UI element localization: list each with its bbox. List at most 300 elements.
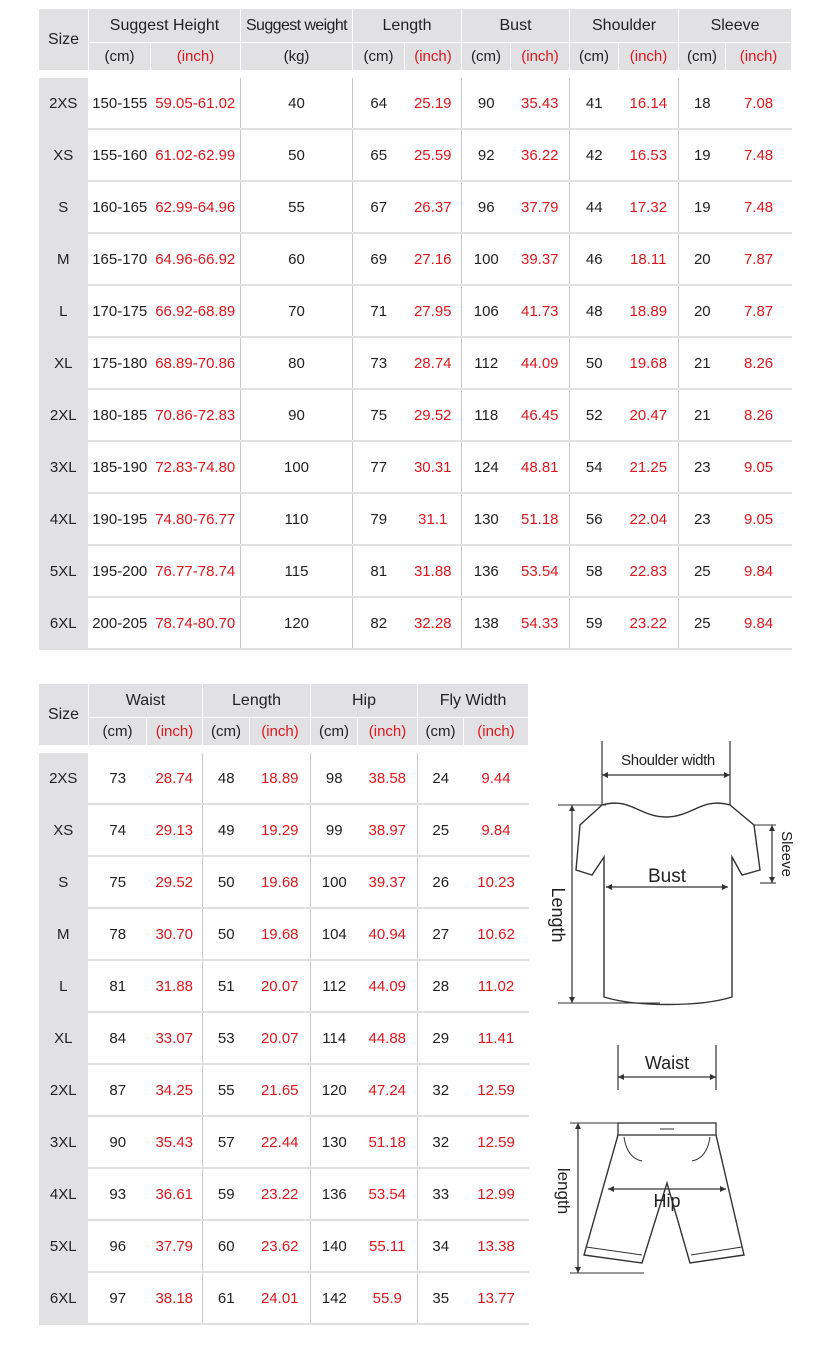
- shorts-length-label: length: [554, 1167, 573, 1215]
- shirt-length-label: Length: [548, 887, 568, 943]
- length-in-cell: 21.65: [250, 1064, 311, 1116]
- sleeve-cm-cell: 21: [679, 389, 726, 441]
- fly-cm-cell: 28: [418, 960, 464, 1012]
- table-row: [39, 389, 792, 441]
- hip-in-cell: 44.88: [358, 1012, 418, 1064]
- unit-cm: (cm): [203, 718, 250, 746]
- shoulder-in-cell: 18.11: [619, 233, 679, 285]
- fly-in-cell: 11.41: [464, 1012, 529, 1064]
- size-cell: 2XL: [39, 1064, 89, 1116]
- weight-cell: 40: [241, 78, 353, 129]
- unit-cm: (cm): [89, 718, 147, 746]
- length-in-cell: 22.44: [250, 1116, 311, 1168]
- size-cell: 4XL: [39, 1168, 89, 1220]
- height-cm-cell: 170-175: [89, 285, 151, 337]
- fly-cm-cell: 27: [418, 908, 464, 960]
- length-in-cell: 28.74: [405, 337, 462, 389]
- sleeve-in-cell: 9.84: [726, 597, 792, 649]
- height-cm-cell: 185-190: [89, 441, 151, 493]
- length-cm-cell: 77: [353, 441, 405, 493]
- waist-cm-cell: 78: [89, 908, 147, 960]
- sleeve-in-cell: 7.08: [726, 78, 792, 129]
- size-cell: 5XL: [39, 545, 89, 597]
- table-row: [39, 753, 529, 804]
- sleeve-in-cell: 7.48: [726, 181, 792, 233]
- shoulder-header: Shoulder: [570, 9, 679, 43]
- fly-in-cell: 10.62: [464, 908, 529, 960]
- weight-cell: 70: [241, 285, 353, 337]
- shoulder-cm-cell: 54: [570, 441, 619, 493]
- table-row: [39, 337, 792, 389]
- bust-in-cell: 35.43: [511, 78, 570, 129]
- table-row: [39, 856, 529, 908]
- unit-cm: (cm): [311, 718, 358, 746]
- height-cm-cell: 190-195: [89, 493, 151, 545]
- table-row: [39, 1012, 529, 1064]
- length-in-cell: 30.31: [405, 441, 462, 493]
- length-in-cell: 19.29: [250, 804, 311, 856]
- size-cell: L: [39, 285, 89, 337]
- size-cell: XL: [39, 337, 89, 389]
- length-in-cell: 26.37: [405, 181, 462, 233]
- height-in-cell: 78.74-80.70: [151, 597, 241, 649]
- waist-in-cell: 33.07: [147, 1012, 203, 1064]
- table-row: [39, 285, 792, 337]
- fly-in-cell: 10.23: [464, 856, 529, 908]
- length-header: Length: [203, 684, 311, 718]
- weight-cell: 100: [241, 441, 353, 493]
- length-cm-cell: 65: [353, 129, 405, 181]
- bottom-unit-row: [39, 718, 529, 746]
- shoulder-in-cell: 17.32: [619, 181, 679, 233]
- length-in-cell: 29.52: [405, 389, 462, 441]
- length-in-cell: 23.22: [250, 1168, 311, 1220]
- hip-cm-cell: 114: [311, 1012, 358, 1064]
- weight-cell: 120: [241, 597, 353, 649]
- length-cm-cell: 69: [353, 233, 405, 285]
- bust-cm-cell: 124: [462, 441, 511, 493]
- height-cm-cell: 195-200: [89, 545, 151, 597]
- waist-cm-cell: 75: [89, 856, 147, 908]
- table-row: [39, 129, 792, 181]
- height-cm-cell: 200-205: [89, 597, 151, 649]
- size-cell: 5XL: [39, 1220, 89, 1272]
- fly-cm-cell: 32: [418, 1116, 464, 1168]
- bust-in-cell: 39.37: [511, 233, 570, 285]
- table-row: [39, 1272, 529, 1324]
- sleeve-in-cell: 8.26: [726, 337, 792, 389]
- unit-kg: (kg): [241, 43, 353, 71]
- weight-cell: 55: [241, 181, 353, 233]
- tshirt-outline: [576, 803, 760, 1004]
- hip-in-cell: 38.97: [358, 804, 418, 856]
- hip-in-cell: 39.37: [358, 856, 418, 908]
- waist-cm-cell: 87: [89, 1064, 147, 1116]
- length-cm-cell: 49: [203, 804, 250, 856]
- length-cm-cell: 71: [353, 285, 405, 337]
- length-in-cell: 27.16: [405, 233, 462, 285]
- hip-cm-cell: 104: [311, 908, 358, 960]
- unit-cm: (cm): [679, 43, 726, 71]
- unit-inch: (inch): [358, 718, 418, 746]
- bust-cm-cell: 106: [462, 285, 511, 337]
- table-row: [39, 1064, 529, 1116]
- top-unit-row: [39, 43, 792, 71]
- shoulder-in-cell: 23.22: [619, 597, 679, 649]
- shoulder-in-cell: 22.04: [619, 493, 679, 545]
- waist-cm-cell: 73: [89, 753, 147, 804]
- fly-width-header: Fly Width: [418, 684, 529, 718]
- length-in-cell: 18.89: [250, 753, 311, 804]
- hip-in-cell: 51.18: [358, 1116, 418, 1168]
- sleeve-in-cell: 7.87: [726, 233, 792, 285]
- size-cell: 2XS: [39, 753, 89, 804]
- waist-cm-cell: 90: [89, 1116, 147, 1168]
- bust-in-cell: 37.79: [511, 181, 570, 233]
- table-row: [39, 78, 792, 129]
- sleeve-cm-cell: 20: [679, 285, 726, 337]
- bust-in-cell: 36.22: [511, 129, 570, 181]
- weight-cell: 60: [241, 233, 353, 285]
- hip-cm-cell: 100: [311, 856, 358, 908]
- fly-cm-cell: 34: [418, 1220, 464, 1272]
- bottom-header-row: [39, 684, 529, 718]
- size-cell: M: [39, 908, 89, 960]
- length-cm-cell: 55: [203, 1064, 250, 1116]
- top-size-table: [38, 9, 792, 650]
- waist-in-cell: 34.25: [147, 1064, 203, 1116]
- hip-in-cell: 55.11: [358, 1220, 418, 1272]
- bust-in-cell: 44.09: [511, 337, 570, 389]
- waist-in-cell: 37.79: [147, 1220, 203, 1272]
- length-in-cell: 27.95: [405, 285, 462, 337]
- bust-in-cell: 41.73: [511, 285, 570, 337]
- bust-in-cell: 51.18: [511, 493, 570, 545]
- weight-cell: 80: [241, 337, 353, 389]
- sleeve-label: Sleeve: [778, 831, 795, 877]
- size-header: Size: [39, 9, 89, 70]
- hip-cm-cell: 98: [311, 753, 358, 804]
- bust-cm-cell: 112: [462, 337, 511, 389]
- length-in-cell: 32.28: [405, 597, 462, 649]
- sleeve-cm-cell: 20: [679, 233, 726, 285]
- bust-cm-cell: 90: [462, 78, 511, 129]
- length-cm-cell: 67: [353, 181, 405, 233]
- unit-cm: (cm): [418, 718, 464, 746]
- length-header: Length: [353, 9, 462, 43]
- size-cell: 3XL: [39, 1116, 89, 1168]
- sleeve-cm-cell: 23: [679, 493, 726, 545]
- bust-in-cell: 53.54: [511, 545, 570, 597]
- bust-cm-cell: 96: [462, 181, 511, 233]
- sleeve-cm-cell: 25: [679, 597, 726, 649]
- bottom-size-table: [38, 684, 529, 1325]
- fly-in-cell: 9.44: [464, 753, 529, 804]
- sleeve-header: Sleeve: [679, 9, 792, 43]
- waist-cm-cell: 84: [89, 1012, 147, 1064]
- size-cell: 4XL: [39, 493, 89, 545]
- fly-cm-cell: 32: [418, 1064, 464, 1116]
- hip-header: Hip: [311, 684, 418, 718]
- waist-cm-cell: 96: [89, 1220, 147, 1272]
- bust-in-cell: 54.33: [511, 597, 570, 649]
- fly-in-cell: 12.59: [464, 1064, 529, 1116]
- shoulder-cm-cell: 58: [570, 545, 619, 597]
- table-row: [39, 545, 792, 597]
- hip-cm-cell: 136: [311, 1168, 358, 1220]
- suggest-weight-header: Suggest weight: [241, 9, 353, 43]
- top-header-row: [39, 9, 792, 43]
- waist-cm-cell: 93: [89, 1168, 147, 1220]
- fly-cm-cell: 24: [418, 753, 464, 804]
- shoulder-cm-cell: 52: [570, 389, 619, 441]
- sleeve-cm-cell: 23: [679, 441, 726, 493]
- size-cell: M: [39, 233, 89, 285]
- unit-inch: (inch): [464, 718, 529, 746]
- shoulder-cm-cell: 42: [570, 129, 619, 181]
- weight-cell: 90: [241, 389, 353, 441]
- unit-inch: (inch): [511, 43, 570, 71]
- hip-cm-cell: 130: [311, 1116, 358, 1168]
- unit-inch: (inch): [405, 43, 462, 71]
- shoulder-width-label: Shoulder width: [621, 752, 715, 769]
- shoulder-cm-cell: 44: [570, 181, 619, 233]
- waist-in-cell: 29.13: [147, 804, 203, 856]
- waist-cm-cell: 74: [89, 804, 147, 856]
- fly-in-cell: 13.77: [464, 1272, 529, 1324]
- shoulder-in-cell: 19.68: [619, 337, 679, 389]
- bust-cm-cell: 92: [462, 129, 511, 181]
- unit-inch: (inch): [250, 718, 311, 746]
- waist-in-cell: 28.74: [147, 753, 203, 804]
- shoulder-cm-cell: 48: [570, 285, 619, 337]
- fly-cm-cell: 35: [418, 1272, 464, 1324]
- sleeve-in-cell: 7.48: [726, 129, 792, 181]
- table-row: [39, 1116, 529, 1168]
- waist-in-cell: 36.61: [147, 1168, 203, 1220]
- bust-in-cell: 48.81: [511, 441, 570, 493]
- length-cm-cell: 81: [353, 545, 405, 597]
- height-in-cell: 76.77-78.74: [151, 545, 241, 597]
- waist-in-cell: 38.18: [147, 1272, 203, 1324]
- shoulder-cm-cell: 50: [570, 337, 619, 389]
- sleeve-in-cell: 7.87: [726, 285, 792, 337]
- bust-label: Bust: [647, 866, 687, 887]
- length-cm-cell: 59: [203, 1168, 250, 1220]
- length-in-cell: 23.62: [250, 1220, 311, 1272]
- tshirt-diagram: [540, 735, 795, 1015]
- unit-cm: (cm): [89, 43, 151, 71]
- sleeve-cm-cell: 19: [679, 129, 726, 181]
- hip-in-cell: 44.09: [358, 960, 418, 1012]
- size-cell: 6XL: [39, 1272, 89, 1324]
- hip-in-cell: 47.24: [358, 1064, 418, 1116]
- shoulder-in-cell: 16.53: [619, 129, 679, 181]
- height-cm-cell: 150-155: [89, 78, 151, 129]
- height-in-cell: 62.99-64.96: [151, 181, 241, 233]
- bust-cm-cell: 136: [462, 545, 511, 597]
- size-cell: XS: [39, 129, 89, 181]
- sleeve-in-cell: 8.26: [726, 389, 792, 441]
- shoulder-in-cell: 16.14: [619, 78, 679, 129]
- fly-cm-cell: 29: [418, 1012, 464, 1064]
- unit-cm: (cm): [353, 43, 405, 71]
- length-cm-cell: 75: [353, 389, 405, 441]
- hip-in-cell: 53.54: [358, 1168, 418, 1220]
- table-row: [39, 597, 792, 649]
- length-cm-cell: 82: [353, 597, 405, 649]
- hip-in-cell: 55.9: [358, 1272, 418, 1324]
- length-in-cell: 20.07: [250, 1012, 311, 1064]
- unit-cm: (cm): [570, 43, 619, 71]
- height-in-cell: 70.86-72.83: [151, 389, 241, 441]
- table-row: [39, 233, 792, 285]
- bust-in-cell: 46.45: [511, 389, 570, 441]
- weight-cell: 50: [241, 129, 353, 181]
- height-cm-cell: 175-180: [89, 337, 151, 389]
- sleeve-in-cell: 9.05: [726, 441, 792, 493]
- length-in-cell: 25.59: [405, 129, 462, 181]
- size-cell: XS: [39, 804, 89, 856]
- height-in-cell: 66.92-68.89: [151, 285, 241, 337]
- table-row: [39, 908, 529, 960]
- length-in-cell: 19.68: [250, 856, 311, 908]
- hip-cm-cell: 99: [311, 804, 358, 856]
- waist-cm-cell: 97: [89, 1272, 147, 1324]
- bust-header: Bust: [462, 9, 570, 43]
- height-in-cell: 64.96-66.92: [151, 233, 241, 285]
- sleeve-in-cell: 9.84: [726, 545, 792, 597]
- sleeve-cm-cell: 25: [679, 545, 726, 597]
- length-in-cell: 20.07: [250, 960, 311, 1012]
- shorts-diagram: [540, 1045, 790, 1285]
- hip-cm-cell: 140: [311, 1220, 358, 1272]
- height-cm-cell: 160-165: [89, 181, 151, 233]
- height-in-cell: 68.89-70.86: [151, 337, 241, 389]
- hip-cm-cell: 120: [311, 1064, 358, 1116]
- fly-in-cell: 11.02: [464, 960, 529, 1012]
- hip-in-cell: 40.94: [358, 908, 418, 960]
- size-cell: XL: [39, 1012, 89, 1064]
- length-in-cell: 31.88: [405, 545, 462, 597]
- bust-cm-cell: 100: [462, 233, 511, 285]
- unit-inch: (inch): [619, 43, 679, 71]
- hip-cm-cell: 142: [311, 1272, 358, 1324]
- shoulder-cm-cell: 56: [570, 493, 619, 545]
- length-cm-cell: 50: [203, 908, 250, 960]
- bust-cm-cell: 130: [462, 493, 511, 545]
- height-cm-cell: 165-170: [89, 233, 151, 285]
- height-in-cell: 72.83-74.80: [151, 441, 241, 493]
- length-cm-cell: 60: [203, 1220, 250, 1272]
- length-cm-cell: 73: [353, 337, 405, 389]
- length-cm-cell: 61: [203, 1272, 250, 1324]
- size-cell: S: [39, 181, 89, 233]
- table-row: [39, 493, 792, 545]
- weight-cell: 110: [241, 493, 353, 545]
- length-cm-cell: 79: [353, 493, 405, 545]
- size-cell: 2XL: [39, 389, 89, 441]
- waist-in-cell: 35.43: [147, 1116, 203, 1168]
- fly-in-cell: 9.84: [464, 804, 529, 856]
- size-header: Size: [39, 684, 89, 745]
- length-cm-cell: 57: [203, 1116, 250, 1168]
- fly-cm-cell: 26: [418, 856, 464, 908]
- size-cell: 6XL: [39, 597, 89, 649]
- length-in-cell: 24.01: [250, 1272, 311, 1324]
- height-in-cell: 74.80-76.77: [151, 493, 241, 545]
- waist-label: Waist: [644, 1053, 690, 1073]
- waist-cm-cell: 81: [89, 960, 147, 1012]
- shoulder-in-cell: 22.83: [619, 545, 679, 597]
- unit-inch: (inch): [151, 43, 241, 71]
- sleeve-in-cell: 9.05: [726, 493, 792, 545]
- waist-in-cell: 30.70: [147, 908, 203, 960]
- length-cm-cell: 53: [203, 1012, 250, 1064]
- unit-inch: (inch): [726, 43, 792, 71]
- height-in-cell: 61.02-62.99: [151, 129, 241, 181]
- fly-in-cell: 12.99: [464, 1168, 529, 1220]
- size-cell: 3XL: [39, 441, 89, 493]
- height-in-cell: 59.05-61.02: [151, 78, 241, 129]
- table-row: [39, 804, 529, 856]
- table-row: [39, 960, 529, 1012]
- bust-cm-cell: 138: [462, 597, 511, 649]
- shoulder-in-cell: 21.25: [619, 441, 679, 493]
- length-cm-cell: 64: [353, 78, 405, 129]
- fly-in-cell: 12.59: [464, 1116, 529, 1168]
- waist-in-cell: 31.88: [147, 960, 203, 1012]
- sleeve-cm-cell: 18: [679, 78, 726, 129]
- fly-cm-cell: 25: [418, 804, 464, 856]
- unit-cm: (cm): [462, 43, 511, 71]
- length-in-cell: 19.68: [250, 908, 311, 960]
- shoulder-in-cell: 20.47: [619, 389, 679, 441]
- height-cm-cell: 180-185: [89, 389, 151, 441]
- height-cm-cell: 155-160: [89, 129, 151, 181]
- size-cell: S: [39, 856, 89, 908]
- shoulder-cm-cell: 41: [570, 78, 619, 129]
- hip-in-cell: 38.58: [358, 753, 418, 804]
- size-cell: L: [39, 960, 89, 1012]
- shoulder-cm-cell: 59: [570, 597, 619, 649]
- fly-in-cell: 13.38: [464, 1220, 529, 1272]
- length-cm-cell: 48: [203, 753, 250, 804]
- weight-cell: 115: [241, 545, 353, 597]
- waist-in-cell: 29.52: [147, 856, 203, 908]
- sleeve-cm-cell: 21: [679, 337, 726, 389]
- fly-cm-cell: 33: [418, 1168, 464, 1220]
- table-row: [39, 1168, 529, 1220]
- table-row: [39, 1220, 529, 1272]
- hip-label: Hip: [653, 1191, 681, 1211]
- unit-inch: (inch): [147, 718, 203, 746]
- length-in-cell: 31.1: [405, 493, 462, 545]
- length-cm-cell: 50: [203, 856, 250, 908]
- length-cm-cell: 51: [203, 960, 250, 1012]
- sleeve-cm-cell: 19: [679, 181, 726, 233]
- hip-cm-cell: 112: [311, 960, 358, 1012]
- size-cell: 2XS: [39, 78, 89, 129]
- bust-cm-cell: 118: [462, 389, 511, 441]
- suggest-height-header: Suggest Height: [89, 9, 241, 43]
- table-row: [39, 441, 792, 493]
- shoulder-in-cell: 18.89: [619, 285, 679, 337]
- shoulder-cm-cell: 46: [570, 233, 619, 285]
- waist-header: Waist: [89, 684, 203, 718]
- length-in-cell: 25.19: [405, 78, 462, 129]
- table-row: [39, 181, 792, 233]
